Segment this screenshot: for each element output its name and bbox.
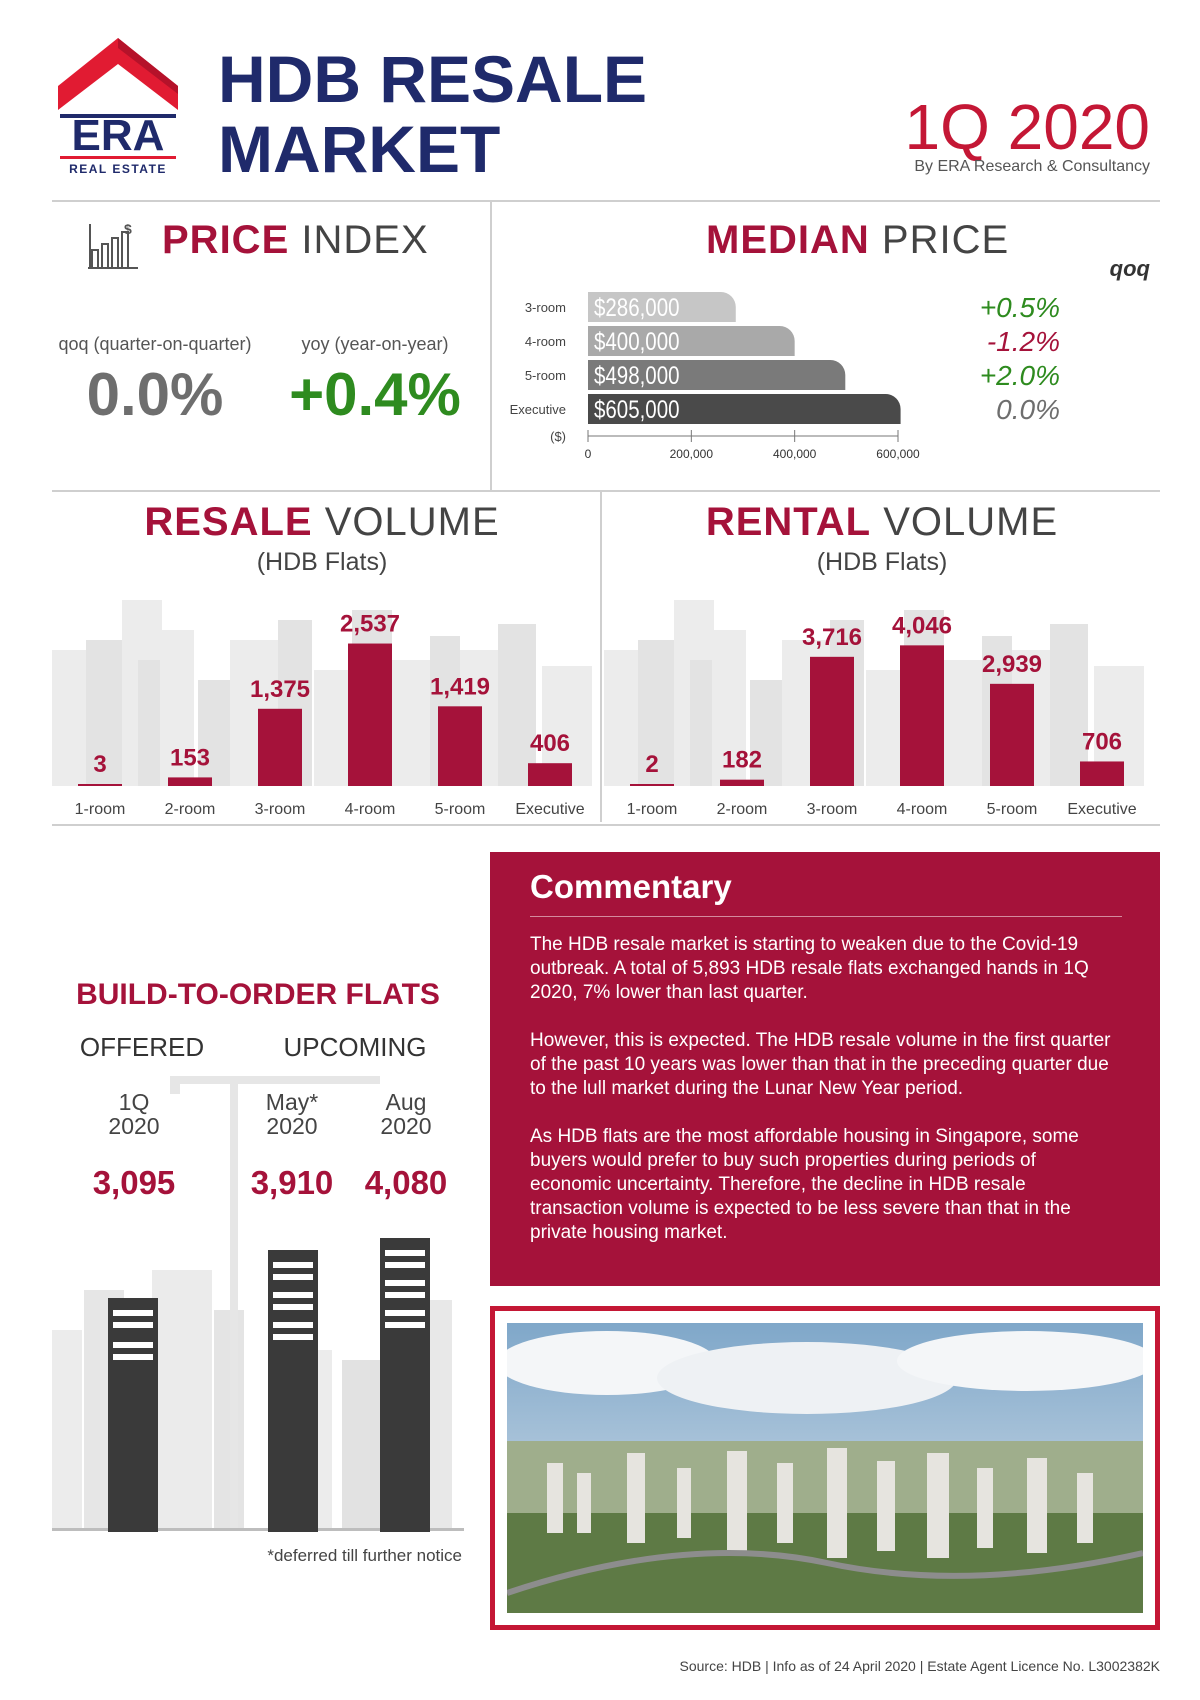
median-qoq-value: 0.0% [996, 394, 1060, 425]
rental-value-label: 3,716 [801, 623, 863, 651]
median-category-label: 3-room [524, 300, 566, 315]
median-x-tick-label: 200,000 [669, 447, 714, 461]
rental-skyline-building [944, 660, 988, 786]
commentary-rule [530, 916, 1122, 917]
bto-column-1q2020 [74, 1090, 194, 1202]
median-qoq-header: qoq [1109, 256, 1150, 281]
bto-value: 4,080 [364, 1164, 448, 1201]
mid-divider [52, 490, 1160, 492]
bto-period-line1: May* [265, 1089, 319, 1115]
resale-bar [78, 784, 122, 786]
rental-title-bold: RENTAL [705, 500, 872, 544]
median-qoq-value: -1.2% [986, 326, 1060, 357]
resale-value-label: 1,419 [429, 673, 491, 701]
median-price-value-label: $400,000 [594, 327, 680, 356]
volume-bottom-divider [52, 824, 1160, 826]
bto-period-line1: Aug [385, 1089, 427, 1115]
resale-category-label: 4-room [344, 801, 396, 818]
rental-category-label: Executive [1067, 801, 1137, 818]
bto-value: 3,910 [250, 1164, 334, 1201]
rental-volume-subtitle: (HDB Flats) [816, 548, 948, 576]
rental-bar [720, 780, 764, 786]
bto-title: BUILD-TO-ORDER FLATS [76, 978, 440, 1011]
price-section-divider [490, 202, 492, 490]
resale-category-label: 1-room [74, 801, 126, 818]
resale-bar [528, 763, 572, 786]
resale-bar [438, 706, 482, 786]
resale-value-label: 3 [93, 751, 107, 778]
building-tower-icon [268, 1250, 318, 1532]
commentary-panel [490, 852, 1160, 1286]
rental-bar [810, 657, 854, 786]
rental-volume-chart [604, 600, 1150, 822]
resale-bar [348, 644, 392, 786]
rental-value-label: 2 [645, 751, 659, 778]
median-qoq-value: +0.5% [979, 292, 1060, 323]
median-category-label: 5-room [524, 368, 566, 383]
resale-value-label: 1,375 [249, 675, 311, 703]
median-price-title [706, 218, 1009, 263]
rental-category-label: 4-room [896, 801, 948, 818]
bto-offered-label: OFFERED [79, 1032, 205, 1062]
rental-bar [1080, 761, 1124, 786]
logo-text: ERA [71, 111, 165, 160]
rental-value-label: 182 [721, 746, 763, 774]
resale-bar [258, 709, 302, 786]
rental-bar [990, 684, 1034, 786]
page-title-line2: MARKET [218, 112, 501, 186]
bto-period-line1: 1Q [118, 1089, 150, 1115]
rental-category-label: 1-room [626, 801, 678, 818]
era-logo [58, 38, 178, 178]
median-price-value-label: $498,000 [594, 361, 680, 390]
median-x-tick-label: 600,000 [876, 447, 920, 461]
building-tower-icon [380, 1238, 430, 1532]
rental-volume-title [604, 500, 1160, 545]
median-price-value-label: $605,000 [594, 395, 680, 424]
resale-title-rest: VOLUME [324, 500, 500, 544]
bto-column-aug2020 [346, 1090, 466, 1202]
yoy-label: yoy (year-on-year) [301, 334, 449, 354]
price-index-title-bold: PRICE [162, 218, 290, 262]
resale-title-bold: RESALE [144, 500, 313, 544]
price-index-title [162, 218, 429, 263]
bto-period-line2: 2020 [380, 1113, 432, 1139]
commentary-paragraph: The HDB resale market is starting to weaken due to the Covid-19 outbreak. A total of 5,893 HDB resale flats exchanged hands in 1Q 2020, 7% lower than last quarter. [530, 934, 1089, 1003]
rental-category-label: 2-room [716, 801, 768, 818]
rental-value-label: 706 [1081, 728, 1123, 756]
logo-subtext: REAL ESTATE [69, 162, 167, 176]
resale-volume-subtitle: (HDB Flats) [256, 548, 388, 576]
median-axis-unit: ($) [550, 429, 566, 444]
median-price-value-label: $286,000 [594, 293, 680, 322]
resale-value-label: 406 [529, 730, 571, 758]
city-photo-frame [490, 1306, 1160, 1630]
resale-volume-title [52, 500, 592, 545]
resale-skyline-building [498, 624, 536, 786]
resale-value-label: 2,537 [339, 610, 401, 638]
median-price-title-bold: MEDIAN [706, 218, 870, 262]
city-skyline-photo-icon [507, 1323, 1143, 1613]
page-title-line1: HDB RESALE [218, 42, 648, 116]
rental-value-label: 4,046 [891, 612, 953, 640]
bto-column-may2020 [232, 1090, 352, 1202]
qoq-label: qoq (quarter-on-quarter) [58, 334, 252, 354]
resale-category-label: 2-room [164, 801, 216, 818]
rental-category-label: 3-room [806, 801, 858, 818]
median-x-tick-label: 400,000 [772, 447, 817, 461]
bto-period-line2: 2020 [108, 1113, 160, 1139]
rental-bar [900, 645, 944, 786]
commentary-paragraph: However, this is expected. The HDB resale volume in the first quarter of the past 10 years was lower than that in the preceding quarter due to the lull market during the Lunar New Year period. [530, 1030, 1111, 1099]
resale-value-label: 153 [169, 744, 211, 772]
rental-title-rest: VOLUME [883, 500, 1059, 544]
median-price-chart [500, 280, 1160, 480]
median-category-label: 4-room [524, 334, 566, 349]
commentary-paragraph: As HDB flats are the most affordable housing in Singapore, some buyers would prefer to buy such properties during periods of economic uncertainty. Therefore, the decline in HDB resale transaction volume is expected to be less severe than that in the private housing market. [530, 1126, 1079, 1243]
resale-category-label: 3-room [254, 801, 306, 818]
bto-tower-illustrations [52, 1230, 464, 1532]
median-category-label: Executive [509, 402, 566, 417]
volume-section-divider [600, 492, 602, 822]
bto-upcoming-label: UPCOMING [283, 1032, 427, 1062]
resale-bar [168, 777, 212, 786]
commentary-title: Commentary [530, 868, 732, 905]
bto-period-line2: 2020 [266, 1113, 318, 1139]
report-byline: By ERA Research & Consultancy [914, 158, 1150, 175]
yoy-value: +0.4% [289, 361, 461, 428]
resale-category-label: Executive [515, 801, 585, 818]
bto-footnote: *deferred till further notice [267, 1546, 462, 1565]
median-price-title-rest: PRICE [881, 218, 1010, 262]
median-x-tick-label: 0 [584, 447, 592, 461]
report-period: 1Q 2020 [904, 91, 1150, 163]
rental-category-label: 5-room [986, 801, 1038, 818]
resale-volume-chart [52, 600, 598, 822]
rental-bar [630, 784, 674, 786]
bar-chart-dollar-icon [88, 220, 142, 272]
svg-text:$: $ [124, 221, 132, 237]
price-index-title-rest: INDEX [301, 218, 429, 262]
footer-source: Source: HDB | Info as of 24 April 2020 | Estate Agent Licence No. L3002382K [679, 1658, 1160, 1674]
bto-value: 3,095 [92, 1164, 176, 1201]
resale-category-label: 5-room [434, 801, 486, 818]
header-divider [52, 200, 1160, 202]
qoq-value: 0.0% [86, 361, 224, 428]
building-tower-icon [108, 1298, 158, 1532]
rental-value-label: 2,939 [981, 650, 1043, 678]
median-qoq-value: +2.0% [979, 360, 1060, 391]
